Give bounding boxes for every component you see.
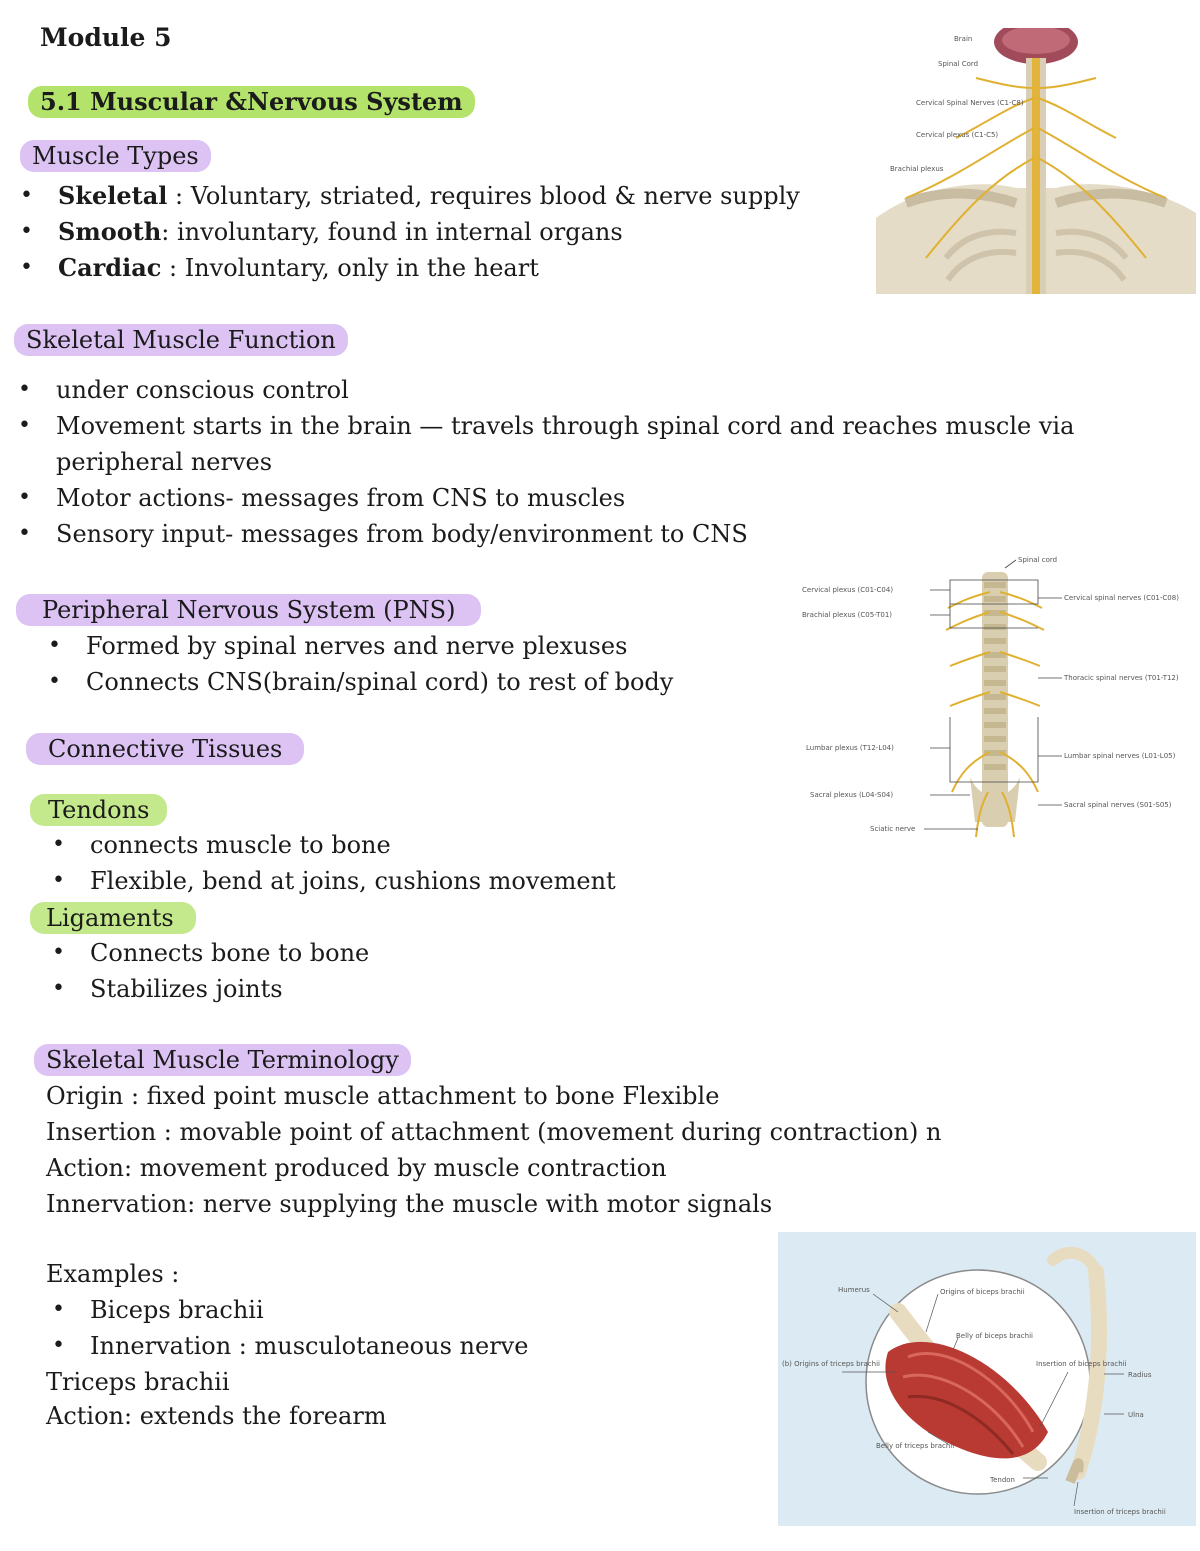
list-item: • Sensory input- messages from body/environment to CNS: [56, 516, 1074, 552]
terminology-heading: [34, 1042, 411, 1078]
arm-label-3: (b) Origins of triceps brachii: [782, 1360, 880, 1368]
list-item: • Motor actions- messages from CNS to muscles: [56, 480, 1074, 516]
ligaments-heading: [30, 900, 196, 936]
muscle-types-heading: [20, 138, 211, 174]
term: Cardiac: [58, 253, 162, 282]
list-item: • connects muscle to bone: [90, 827, 616, 863]
list-item: • under conscious control: [56, 372, 1074, 408]
desc: : Voluntary, striated, requires blood & nerve supply: [167, 182, 800, 210]
term: Skeletal: [58, 181, 168, 210]
pns-heading-text: Peripheral Nervous System (PNS): [16, 594, 481, 626]
muscle-types-heading-text: Muscle Types: [20, 140, 211, 172]
spine-left-label-2: Lumbar plexus (T12-L04): [806, 744, 894, 752]
spine-left-label-3: Sacral plexus (L04-S04): [810, 791, 894, 799]
spine-right-label-4: Sacral spinal nerves (S01-S05): [1064, 801, 1172, 809]
arm-label-4: Insertion of biceps brachii: [1036, 1360, 1127, 1368]
examples-heading: Examples :: [46, 1260, 180, 1288]
desc: : involuntary, found in internal organs: [161, 218, 623, 246]
arm-label-6: Ulna: [1128, 1411, 1144, 1419]
spinal-nerves-illustration: [800, 552, 1192, 842]
neck-nerves-illustration: [876, 28, 1196, 294]
list-item: • Connects CNS(brain/spinal cord) to rest of body: [86, 664, 673, 700]
arm-label-1: Origins of biceps brachii: [940, 1288, 1025, 1296]
arm-muscles-figure: [778, 1232, 1196, 1526]
list-item: • Innervation : musculotaneous nerve: [90, 1328, 528, 1364]
ligaments-heading-text: Ligaments: [30, 902, 196, 934]
list-item: [58, 250, 800, 286]
list-item: • Biceps brachii: [90, 1292, 528, 1328]
list-item: • Connects bone to bone: [90, 935, 369, 971]
arm-muscles-illustration: [778, 1232, 1196, 1526]
tendons-list: [90, 827, 616, 899]
list-item: • Flexible, bend at joins, cushions movement: [90, 863, 616, 899]
neck-label-0: Brain: [954, 35, 973, 43]
arm-label-7: Belly of triceps brachii: [876, 1442, 955, 1450]
terminology-origin: Origin : fixed point muscle attachment to bone Flexible: [46, 1082, 720, 1110]
examples-list: [90, 1292, 528, 1364]
arm-label-2: Belly of biceps brachii: [956, 1332, 1033, 1340]
spine-right-label-3: Lumbar spinal nerves (L01-L05): [1064, 752, 1176, 760]
spine-left-label-1: Brachial plexus (C05-T01): [802, 611, 893, 619]
section-title: [28, 84, 475, 120]
arm-label-0: Humerus: [838, 1286, 870, 1294]
list-item: • Stabilizes joints: [90, 971, 369, 1007]
tendons-heading: [30, 792, 167, 828]
terminology-insertion: Insertion : movable point of attachment (movement during contraction) n: [46, 1118, 942, 1146]
term: Smooth: [58, 217, 162, 246]
terminology-action: Action: movement produced by muscle contraction: [46, 1154, 667, 1182]
module-title: Module 5: [40, 23, 172, 52]
neck-label-4: Brachial plexus: [890, 165, 944, 173]
arm-label-8: Tendon: [990, 1476, 1015, 1484]
examples-action: Action: extends the forearm: [46, 1402, 387, 1430]
ligaments-list: [90, 935, 369, 1007]
spine-right-label-2: Thoracic spinal nerves (T01-T12): [1064, 674, 1179, 682]
list-item: [58, 214, 800, 250]
terminology-innervation: Innervation: nerve supplying the muscle with motor signals: [46, 1190, 773, 1218]
examples-triceps: Triceps brachii: [46, 1368, 230, 1396]
spine-left-label-4: Sciatic nerve: [870, 825, 916, 833]
arm-label-9: Insertion of triceps brachii: [1074, 1508, 1166, 1516]
spine-right-label-0: Spinal cord: [1018, 556, 1058, 564]
skeletal-function-heading: [14, 322, 348, 358]
list-item: • Formed by spinal nerves and nerve plexuses: [86, 628, 673, 664]
neck-label-3: Cervical plexus (C1-C5): [916, 131, 999, 139]
connective-heading: [26, 731, 304, 767]
list-item: [58, 178, 800, 214]
neck-nerves-figure: [876, 28, 1196, 294]
desc: : Involuntary, only in the heart: [161, 254, 539, 282]
neck-label-2: Cervical Spinal Nerves (C1-C8): [916, 99, 1024, 107]
list-item: • Movement starts in the brain — travels through spinal cord and reaches muscle via: [56, 408, 1074, 444]
spinal-nerves-figure: [800, 552, 1192, 842]
tendons-heading-text: Tendons: [30, 794, 167, 826]
connective-heading-text: Connective Tissues: [26, 733, 304, 765]
skeletal-function-list: [56, 372, 1074, 552]
spine-left-label-0: Cervical plexus (C01-C04): [802, 586, 894, 594]
list-item-continuation: peripheral nerves: [56, 448, 273, 476]
section-title-text: 5.1 Muscular &Nervous System: [28, 86, 475, 118]
pns-list: [86, 628, 673, 700]
spine-right-label-1: Cervical spinal nerves (C01-C08): [1064, 594, 1179, 602]
arm-label-5: Radius: [1128, 1371, 1152, 1379]
muscle-types-list: [58, 178, 800, 286]
neck-label-1: Spinal Cord: [938, 60, 979, 68]
skeletal-function-heading-text: Skeletal Muscle Function: [14, 324, 348, 356]
terminology-heading-text: Skeletal Muscle Terminology: [34, 1044, 411, 1076]
pns-heading: [16, 592, 481, 628]
